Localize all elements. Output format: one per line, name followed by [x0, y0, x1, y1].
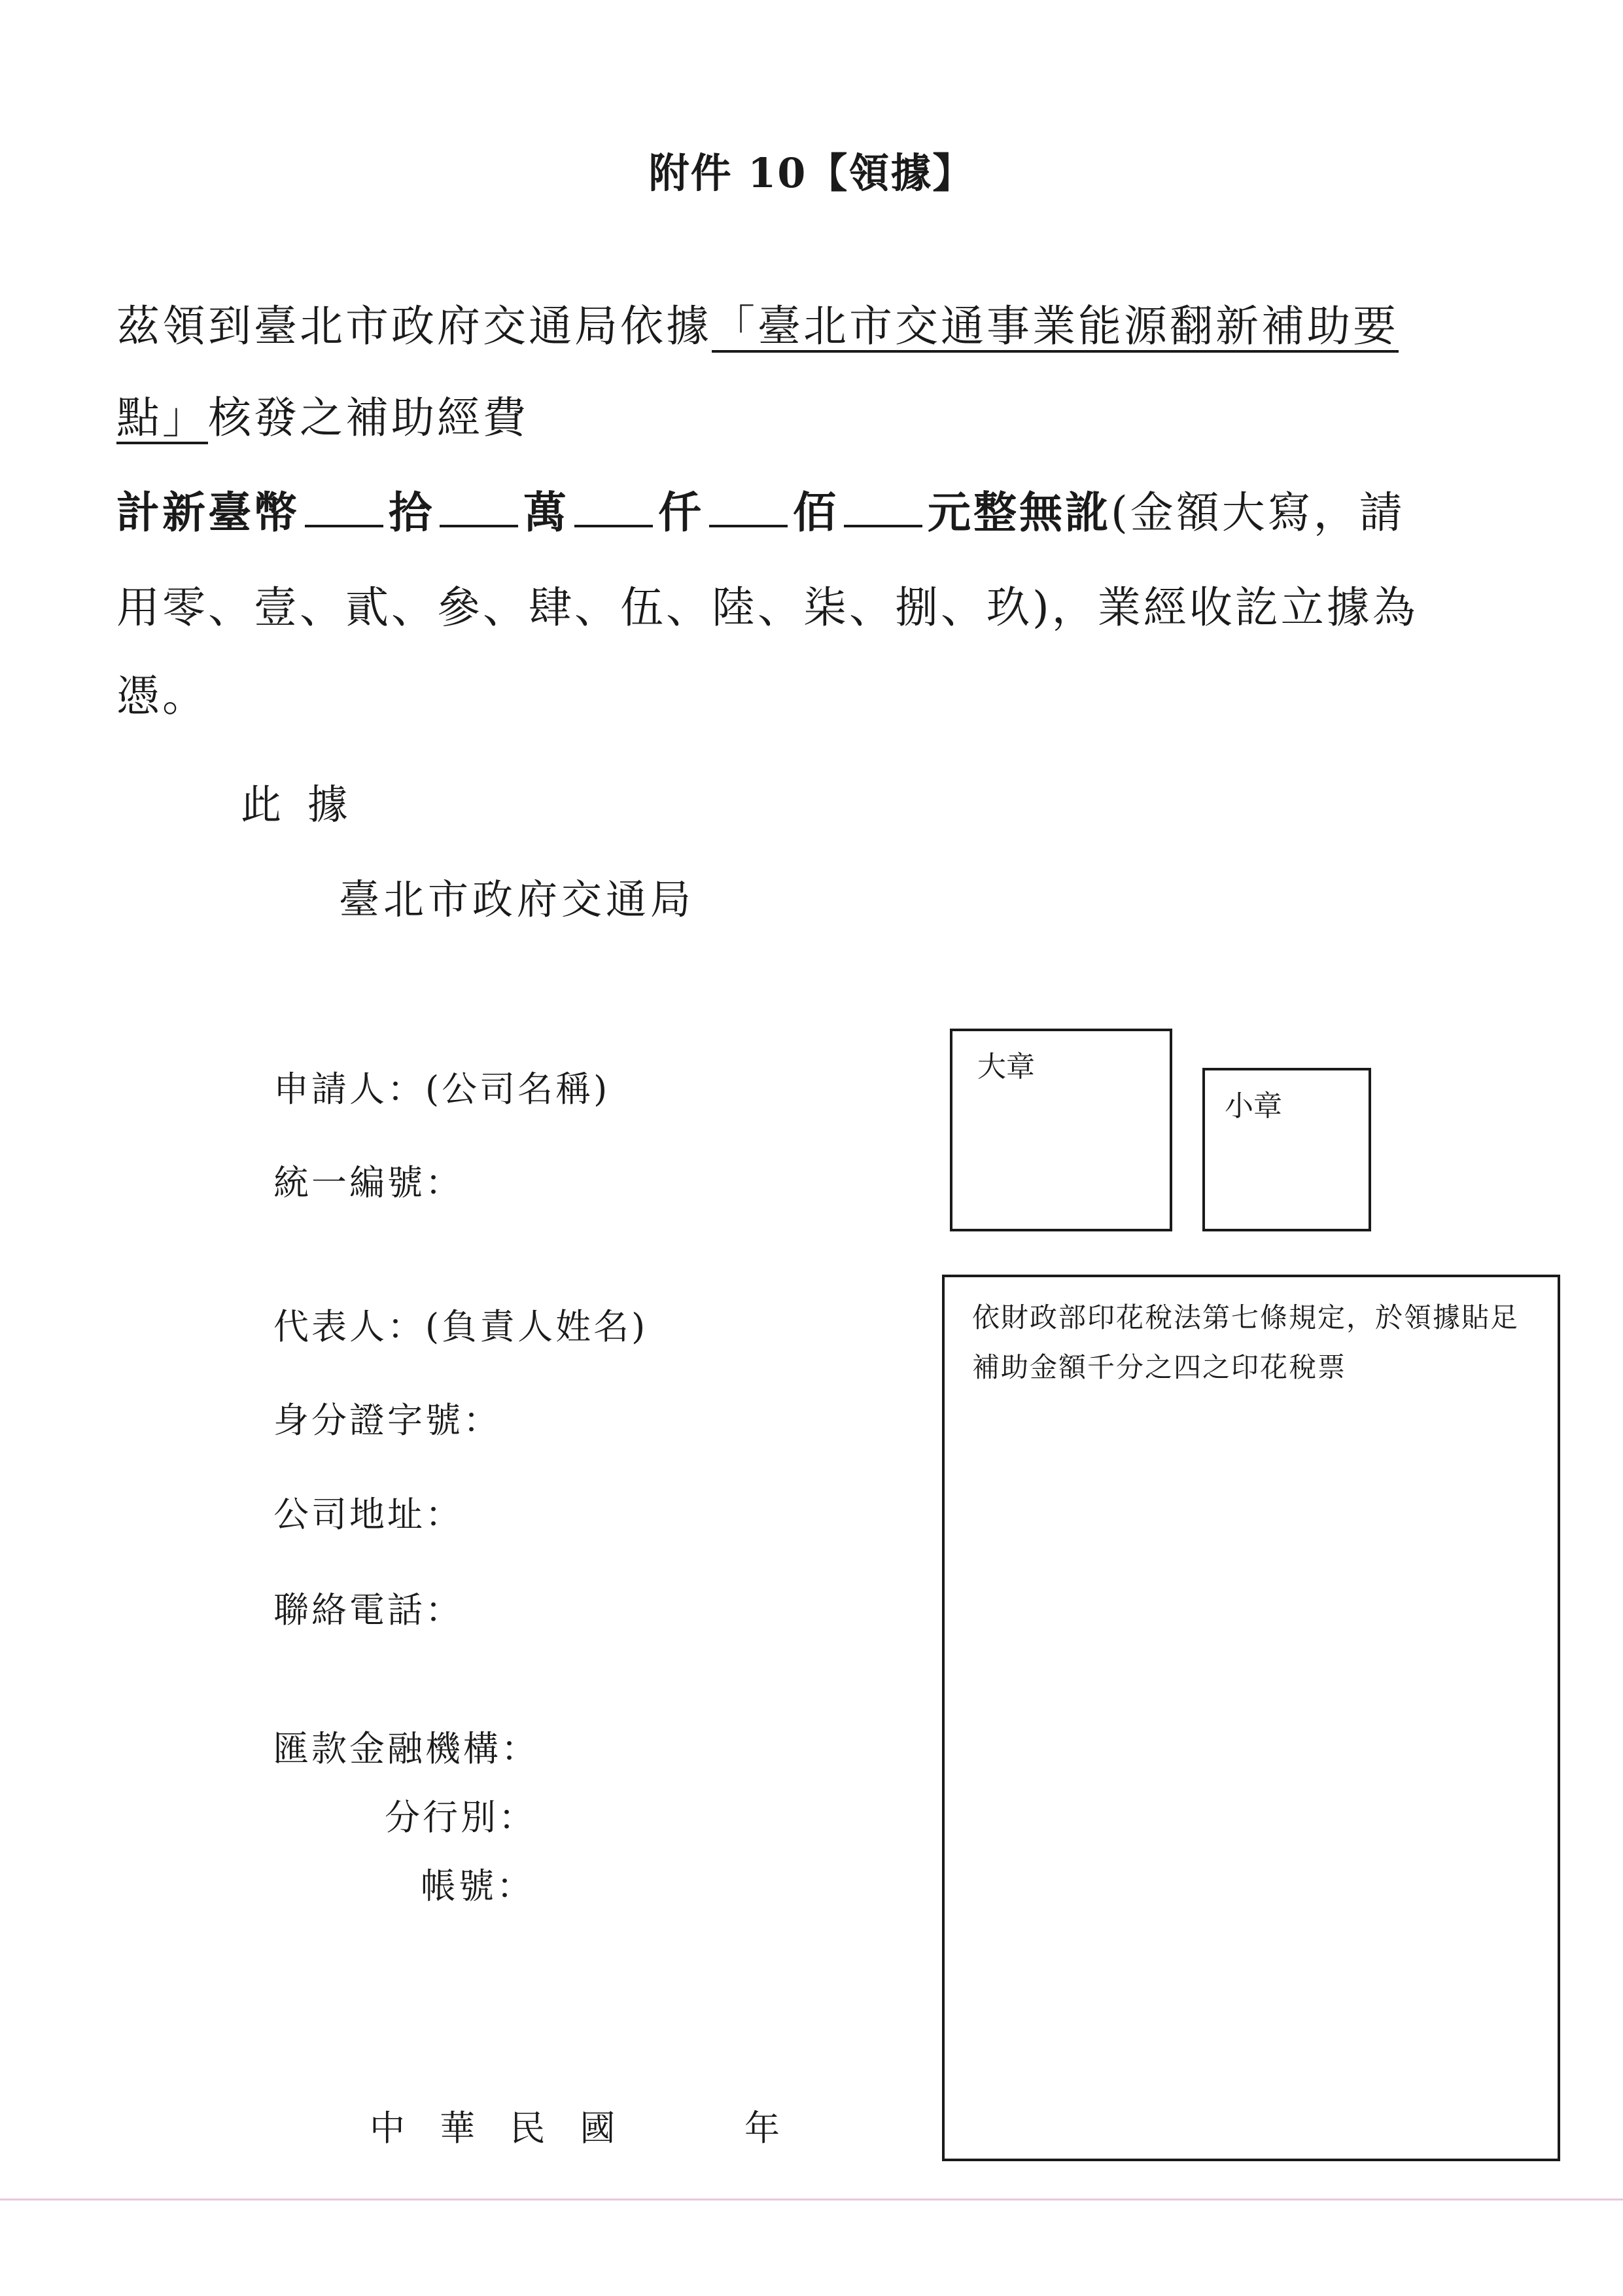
applicant-field[interactable]: 申請人：(公司名稱) [273, 1069, 610, 1110]
account-field[interactable]: 帳號： [421, 1865, 534, 1907]
phone-field[interactable]: 聯絡電話： [273, 1589, 463, 1631]
amount-unit-thousand: 仟 [658, 487, 704, 538]
branch-field[interactable]: 分行別： [385, 1797, 536, 1838]
representative-field[interactable]: 代表人：(負責人姓名) [273, 1306, 648, 1347]
stamp-tax-note: 依財政部印花稅法第七條規定，於領據貼足補助金額千分之四之印花稅票 [972, 1301, 1520, 1383]
regulation-name-part-1: 「臺北市交通事業能源翻新補助要 [712, 301, 1399, 351]
bank-field[interactable]: 匯款金融機構： [273, 1728, 539, 1769]
ci-ju-text: 此 據 [241, 781, 355, 828]
small-seal-box[interactable] [1202, 1068, 1371, 1231]
amount-blank-thousand[interactable] [574, 518, 653, 527]
paragraph-line-2 [116, 383, 529, 445]
recipient-name: 臺北市政府交通局 [339, 875, 695, 923]
amount-blank-hundred[interactable] [709, 518, 788, 527]
big-seal-label: 大章 [977, 1050, 1035, 1084]
amount-blank-dollar[interactable] [844, 518, 922, 527]
amount-prefix: 計新臺幣 [116, 487, 300, 538]
tax-id-field[interactable]: 統一編號： [273, 1162, 463, 1203]
amount-unit-hundred: 佰 [793, 487, 839, 538]
amount-line [116, 478, 1405, 540]
regulation-name-part-2: 點」 [116, 393, 208, 443]
paragraph-line-2-text: 核發之補助經費 [208, 393, 529, 443]
id-number-field[interactable]: 身分證字號： [273, 1400, 501, 1441]
paragraph-line-1-text: 茲領到臺北市政府交通局依據 [116, 301, 712, 351]
page-edge-line [0, 2199, 1623, 2200]
paragraph-line-1 [116, 291, 1399, 353]
date-era: 中 華 民 國 [370, 2108, 627, 2149]
paragraph-line-4: 用零、壹、貳、參、肆、伍、陸、柒、捌、玖)，業經收訖立據為 [116, 582, 1418, 633]
stamp-tax-box[interactable] [942, 1275, 1560, 2161]
address-field[interactable]: 公司地址： [273, 1494, 463, 1535]
paragraph-line-5: 憑。 [116, 671, 208, 721]
big-seal-box[interactable] [950, 1029, 1172, 1231]
amount-unit-ten-thousand: 萬 [523, 487, 569, 538]
amount-unit-dollar: 元整無訛 [928, 487, 1111, 538]
small-seal-label: 小章 [1225, 1089, 1282, 1123]
document-title: 附件 10【領據】 [648, 149, 975, 197]
amount-blank-ten-thousand[interactable] [440, 518, 518, 527]
amount-note: (金額大寫，請 [1111, 487, 1405, 538]
amount-blank-ten[interactable] [305, 518, 383, 527]
amount-unit-ten: 拾 [389, 487, 434, 538]
date-year: 年 [744, 2108, 782, 2149]
